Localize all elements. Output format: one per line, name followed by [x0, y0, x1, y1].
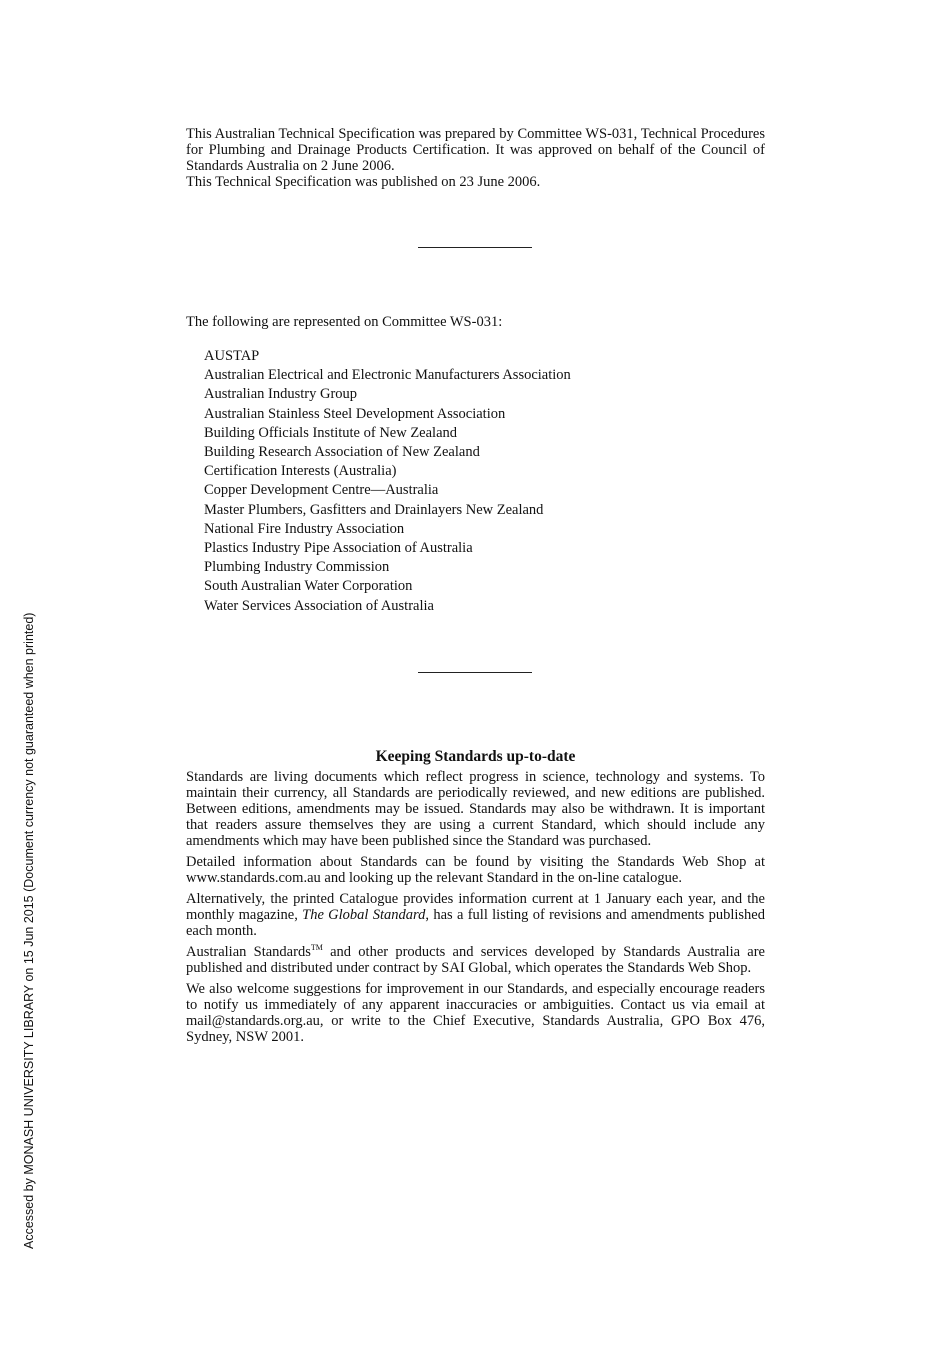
keeping-p3-text-a: Alternatively, the printed Catalogue provides information current at 1 January each year, and the monthly magazine,: [186, 891, 765, 923]
keeping-paragraph-4: [186, 944, 765, 976]
committee-member: Australian Electrical and Electronic Manufacturers Association: [204, 367, 571, 384]
committee-member: Copper Development Centre—Australia: [204, 482, 439, 499]
global-standard-title: The Global Standard: [302, 907, 426, 923]
access-watermark: Accessed by MONASH UNIVERSITY LIBRARY on 15 Jun 2015 (Document currency not guaranteed when printed): [22, 612, 36, 1249]
committee-member: South Australian Water Corporation: [204, 578, 413, 595]
trademark-mark: TM: [310, 943, 323, 952]
committee-member: Certification Interests (Australia): [204, 463, 397, 480]
keeping-paragraph-1: Standards are living documents which reflect progress in science, technology and systems. To maintain their currency, all Standards are periodically reviewed, and new editions are published. Between editions, amendments may be issued. Standards may also be withdrawn. It is important that readers assure themselves they are using a current Standard, which should include any amendments which may have been published since the Standard was purchased.: [186, 769, 765, 849]
committee-member: Master Plumbers, Gasfitters and Drainlayers New Zealand: [204, 501, 544, 518]
committee-member: Plastics Industry Pipe Association of Australia: [204, 540, 473, 557]
keeping-standards-body: [186, 769, 765, 1050]
publication-statement: This Technical Specification was published on 23 June 2006.: [186, 174, 541, 190]
keeping-paragraph-3: [186, 891, 765, 939]
committee-member: Water Services Association of Australia: [204, 597, 434, 614]
keeping-p3-text-b: , has a full listing of revisions and amendments published each month.: [186, 907, 765, 939]
committee-member: Australian Stainless Steel Development Association: [204, 405, 506, 422]
committee-member: Building Officials Institute of New Zealand: [204, 424, 458, 441]
committee-member: Plumbing Industry Commission: [204, 559, 390, 576]
committee-member: Building Research Association of New Zealand: [204, 444, 480, 461]
preparation-statement: This Australian Technical Specification was prepared by Committee WS-031, Technical Procedures for Plumbing and Drainage Products Certification. It was approved on behalf of the Council of Standards Australia on 2 June 2006.: [186, 126, 765, 174]
committee-member-list: [204, 347, 571, 616]
keeping-p4-text-a: Australian Standards: [186, 944, 311, 960]
keeping-paragraph-2: Detailed information about Standards can be found by visiting the Standards Web Shop at www.standards.com.au and looking up the relevant Standard in the on-line catalogue.: [186, 854, 765, 886]
committee-member: AUSTAP: [204, 348, 260, 364]
section-divider: [418, 247, 532, 248]
section-divider: [418, 672, 532, 673]
committee-intro: The following are represented on Committee WS-031:: [186, 314, 503, 330]
preparation-note: [186, 126, 765, 190]
committee-member: Australian Industry Group: [204, 386, 358, 403]
keeping-standards-heading: Keeping Standards up-to-date: [375, 748, 576, 765]
keeping-paragraph-5: We also welcome suggestions for improvement in our Standards, and especially encourage readers to notify us immediately of any apparent inaccuracies or ambiguities. Contact us via email at mail@standards.org.au, or write to the Chief Executive, Standards Australia, GPO Box 476, Sydney, NSW 2001.: [186, 981, 765, 1045]
keeping-p4-text-b: and other products and services developed by Standards Australia are published and distributed under contract by SAI Global, which operates the Standards Web Shop.: [186, 944, 765, 976]
committee-member: National Fire Industry Association: [204, 520, 405, 537]
